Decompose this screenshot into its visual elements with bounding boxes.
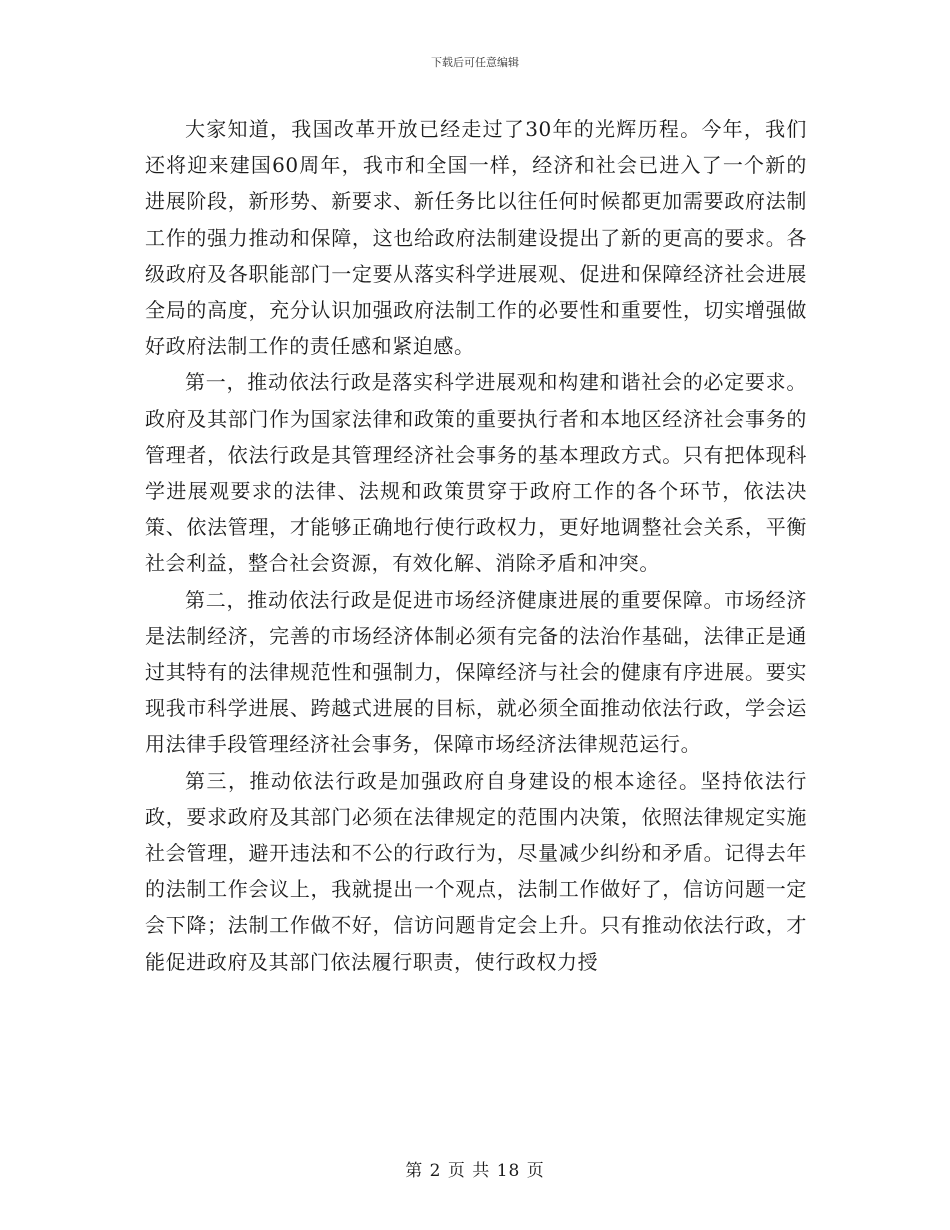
page-number: 第 2 页 共 18 页 xyxy=(405,1161,545,1181)
document-body xyxy=(145,111,807,980)
page-header-note: 下载后可任意编辑 xyxy=(431,56,519,69)
paragraph-second-point: 第二，推动依法行政是促进市场经济健康进展的重要保障。市场经济是法制经济，完善的市场经济体制必须有完备的法治作基础，法律正是通过其特有的法律规范性和强制力，保障经济与社会的健康有序进展。要实现我市科学进展、跨越式进展的目标，就必须全面推动依法行政，学会运用法律手段管理经济社会事务，保障市场经济法律规范运行。 xyxy=(145,587,807,757)
paragraph-first-point: 第一，推动依法行政是落实科学进展观和构建和谐社会的必定要求。政府及其部门作为国家法律和政策的重要执行者和本地区经济社会事务的管理者，依法行政是其管理经济社会事务的基本理政方式。只有把体现科学进展观要求的法律、法规和政策贯穿于政府工作的各个环节，依法决策、依法管理，才能够正确地行使行政权力，更好地调整社会关系，平衡社会利益，整合社会资源，有效化解、消除矛盾和冲突。 xyxy=(145,370,807,576)
paragraph-intro: 大家知道，我国改革开放已经走过了30年的光辉历程。今年，我们还将迎来建国60周年，我市和全国一样，经济和社会已进入了一个新的进展阶段，新形势、新要求、新任务比以往任何时候都更加需要政府法制工作的强力推动和保障，这也给政府法制建设提出了新的更高的要求。各级政府及各职能部门一定要从落实科学进展观、促进和保障经济社会进展全局的高度，充分认识加强政府法制工作的必要性和重要性，切实增强做好政府法制工作的责任感和紧迫感。 xyxy=(145,117,807,359)
paragraph-third-point: 第三，推动依法行政是加强政府自身建设的根本途径。坚持依法行政，要求政府及其部门必须在法律规定的范围内决策，依照法律规定实施社会管理，避开违法和不公的行政行为，尽量减少纠纷和矛盾。记得去年的法制工作会议上，我就提出一个观点，法制工作做好了，信访问题一定会下降；法制工作做不好，信访问题肯定会上升。只有推动依法行政，才能促进政府及其部门依法履行职责，使行政权力授 xyxy=(145,768,807,974)
